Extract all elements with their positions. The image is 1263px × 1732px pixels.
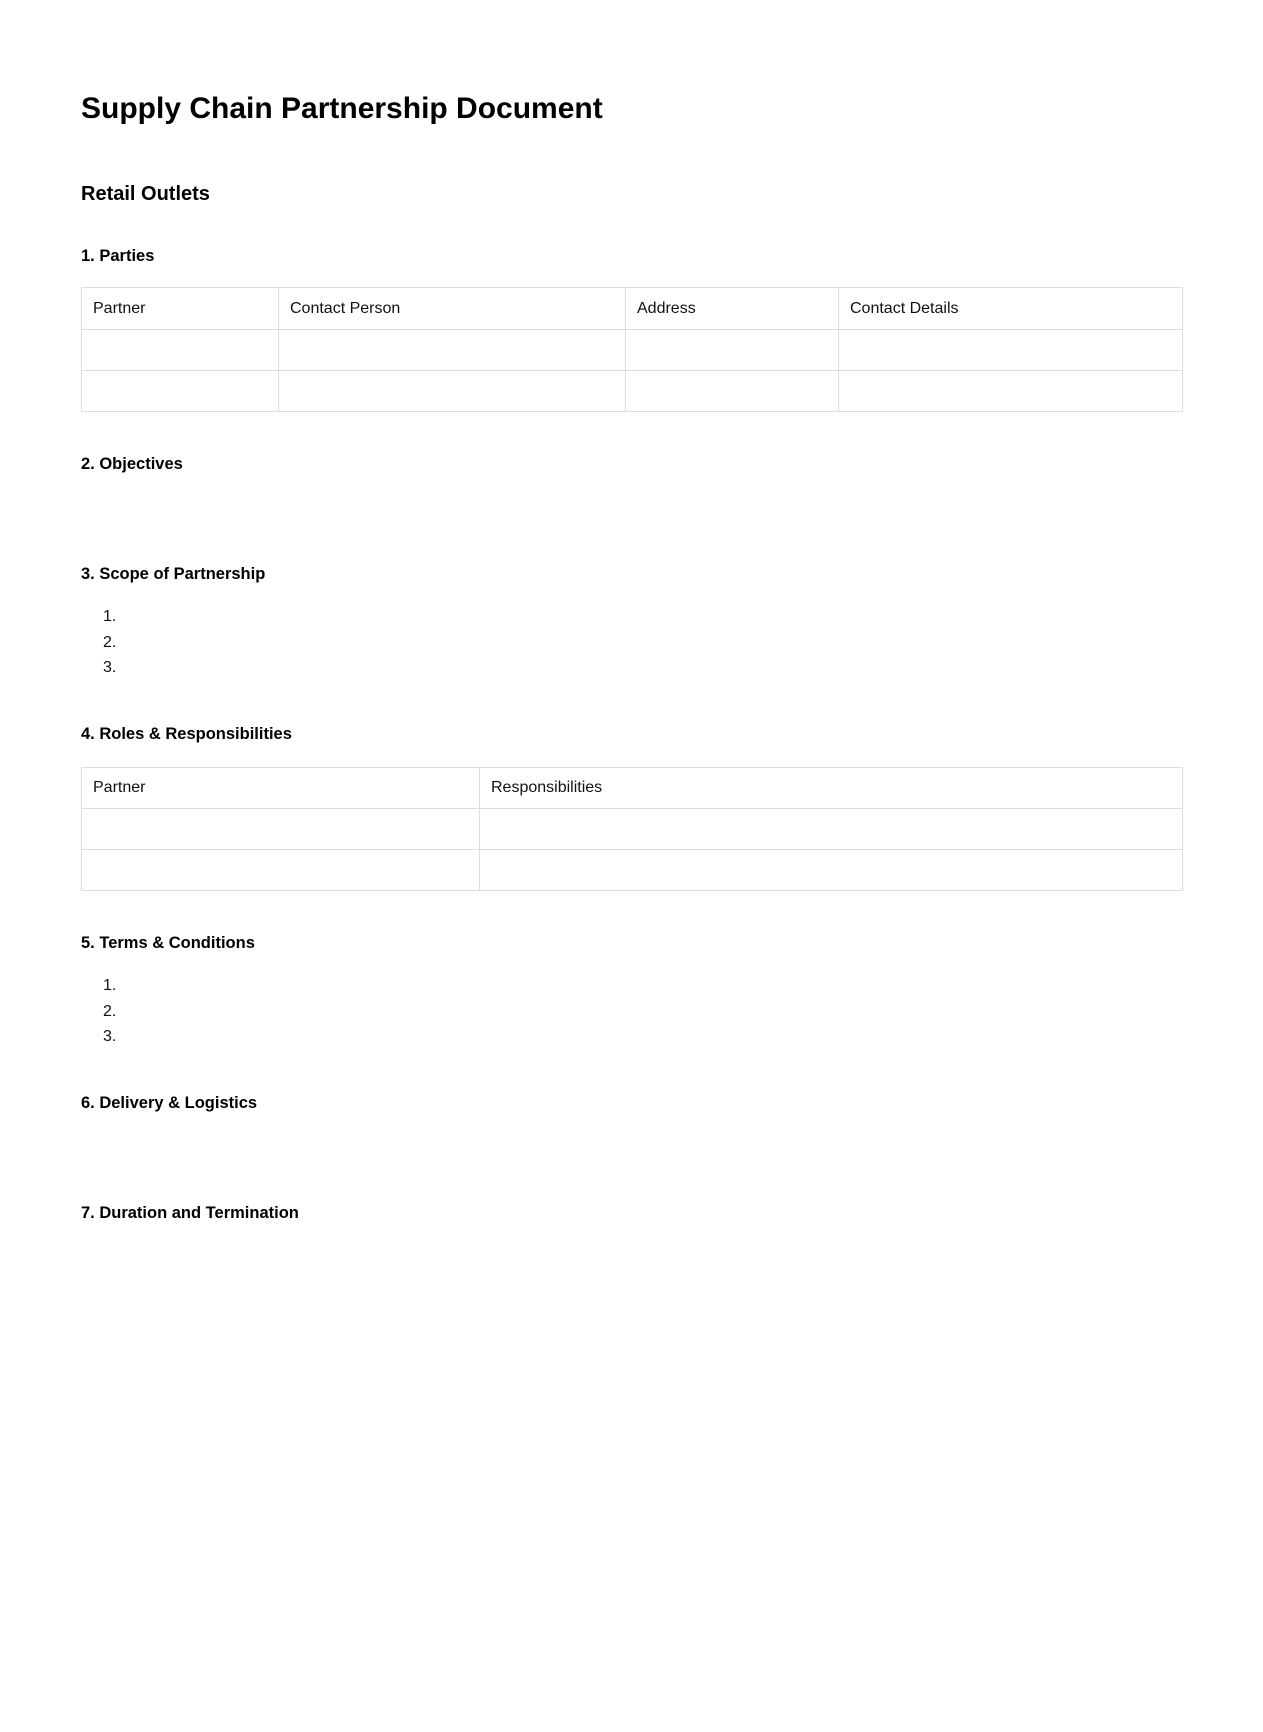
list-item: 1. <box>103 977 117 994</box>
section-heading-scope: 3. Scope of Partnership <box>81 565 266 583</box>
list-item: 2. <box>103 1003 117 1020</box>
document-title: Supply Chain Partnership Document <box>81 92 603 125</box>
table-cell[interactable] <box>839 371 1183 412</box>
roles-table <box>81 767 1183 891</box>
section-heading-parties: 1. Parties <box>81 247 155 265</box>
parties-table <box>81 287 1183 412</box>
table-row <box>82 371 1183 412</box>
table-cell[interactable] <box>480 850 1183 891</box>
list-item: 2. <box>103 634 117 651</box>
column-header-contact-person: Contact Person <box>279 288 626 330</box>
table-cell[interactable] <box>626 371 839 412</box>
table-cell[interactable] <box>279 330 626 371</box>
column-header-address: Address <box>626 288 839 330</box>
section-heading-objectives: 2. Objectives <box>81 455 183 473</box>
section-heading-roles: 4. Roles & Responsibilities <box>81 725 292 743</box>
list-item: 1. <box>103 608 117 625</box>
table-cell[interactable] <box>82 809 480 850</box>
table-cell[interactable] <box>626 330 839 371</box>
table-cell[interactable] <box>82 850 480 891</box>
table-row <box>82 809 1183 850</box>
table-cell[interactable] <box>82 330 279 371</box>
column-header-partner: Partner <box>82 768 480 809</box>
table-cell[interactable] <box>480 809 1183 850</box>
table-row <box>82 330 1183 371</box>
column-header-partner: Partner <box>82 288 279 330</box>
list-item: 3. <box>103 659 117 676</box>
section-heading-duration: 7. Duration and Termination <box>81 1204 299 1222</box>
table-cell[interactable] <box>82 371 279 412</box>
table-row <box>82 850 1183 891</box>
table-cell[interactable] <box>279 371 626 412</box>
table-header-row <box>82 768 1183 809</box>
table-header-row <box>82 288 1183 330</box>
column-header-responsibilities: Responsibilities <box>480 768 1183 809</box>
table-cell[interactable] <box>839 330 1183 371</box>
column-header-contact-details: Contact Details <box>839 288 1183 330</box>
section-heading-delivery: 6. Delivery & Logistics <box>81 1094 258 1112</box>
list-item: 3. <box>103 1028 117 1045</box>
section-heading-terms: 5. Terms & Conditions <box>81 934 255 952</box>
document-subtitle: Retail Outlets <box>81 183 210 205</box>
